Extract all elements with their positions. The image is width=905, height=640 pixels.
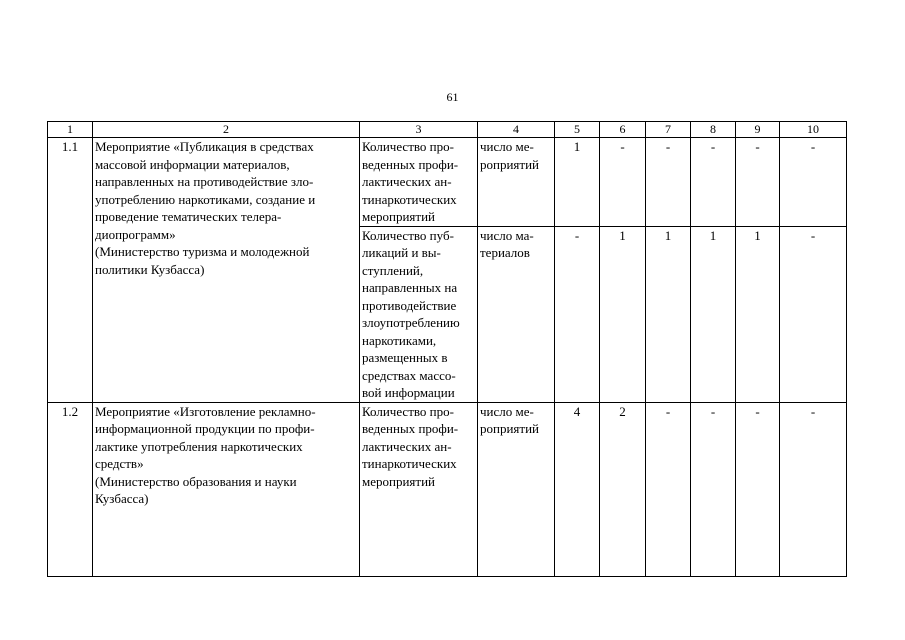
indicator-line: размещенных в — [362, 350, 448, 365]
header-cell: 1 — [48, 122, 93, 138]
header-row — [48, 122, 847, 138]
table-row — [48, 138, 847, 227]
measure-line: диопрограмм» — [95, 226, 176, 242]
header-cell: 2 — [93, 122, 360, 138]
value-cell: - — [780, 226, 847, 402]
value-cell: - — [780, 402, 847, 576]
indicator-line: веденных профи- — [362, 156, 459, 172]
value-cell: - — [646, 402, 691, 576]
indicator-name-cell — [360, 138, 478, 227]
indicator-line: мероприятий — [362, 473, 435, 489]
measure-line: массовой информации материалов, — [95, 156, 290, 172]
measure-line: проведение тематических телера- — [95, 209, 282, 224]
value-cell: 1 — [555, 138, 600, 227]
indicator-line: мероприятий — [362, 209, 435, 224]
value-cell: - — [600, 138, 646, 227]
value-cell: - — [691, 402, 736, 576]
indicator-line: Количество про- — [362, 139, 454, 154]
measure-line: средств» — [95, 456, 144, 471]
unit-line: роприятий — [480, 156, 539, 172]
indicator-name-cell — [360, 402, 478, 576]
indicator-line: лактических ан- — [362, 174, 452, 189]
indicator-name-cell — [360, 226, 478, 402]
value-cell: 1 — [646, 226, 691, 402]
indicator-line: лактических ан- — [362, 438, 452, 454]
header-cell: 3 — [360, 122, 478, 138]
value-cell: - — [646, 138, 691, 227]
value-cell: - — [555, 226, 600, 402]
row-id-cell: 1.2 — [48, 402, 93, 576]
unit-line: число ма- — [480, 227, 534, 243]
value-cell: - — [736, 138, 780, 227]
measure-line: информационной продукции по профи- — [95, 421, 315, 436]
data-table — [47, 121, 847, 577]
measure-line: (Министерство туризма и молодежной — [95, 244, 310, 259]
measure-line: лактике употребления наркотических — [95, 438, 303, 454]
indicator-line: ступлений, — [362, 262, 424, 278]
indicator-line: наркотиками, — [362, 332, 437, 348]
unit-cell — [478, 402, 555, 576]
value-cell: 1 — [691, 226, 736, 402]
measure-line: политики Кузбасса) — [95, 261, 205, 277]
page-number: 61 — [446, 90, 459, 104]
measure-line: направленных на противодействие зло- — [95, 174, 314, 189]
value-cell: 1 — [600, 226, 646, 402]
header-cell: 10 — [780, 122, 847, 138]
indicator-line: ликаций и вы- — [362, 245, 441, 260]
indicator-line: вой информации — [362, 385, 455, 400]
indicator-line: Количество пуб- — [362, 227, 454, 243]
indicator-line: тинаркотических — [362, 456, 457, 471]
measure-line: Кузбасса) — [95, 491, 149, 506]
header-cell: 4 — [478, 122, 555, 138]
value-cell: 2 — [600, 402, 646, 576]
unit-line: териалов — [480, 245, 530, 260]
unit-cell — [478, 226, 555, 402]
header-cell: 7 — [646, 122, 691, 138]
value-cell: - — [691, 138, 736, 227]
measure-line: Мероприятие «Изготовление рекламно- — [95, 403, 316, 419]
measure-line: Мероприятие «Публикация в средствах — [95, 139, 314, 154]
measure-line: употреблению наркотиками, создание и — [95, 191, 316, 207]
unit-line: роприятий — [480, 421, 539, 436]
indicator-line: веденных профи- — [362, 421, 459, 436]
indicator-line: Количество про- — [362, 403, 454, 419]
unit-line: число ме- — [480, 139, 534, 154]
header-cell: 9 — [736, 122, 780, 138]
indicator-line: направленных на — [362, 280, 458, 295]
indicator-line: злоупотреблению — [362, 315, 460, 330]
header-cell: 5 — [555, 122, 600, 138]
unit-line: число ме- — [480, 403, 534, 419]
measure-line: (Министерство образования и науки — [95, 473, 297, 489]
header-cell: 6 — [600, 122, 646, 138]
header-cell: 8 — [691, 122, 736, 138]
value-cell: - — [780, 138, 847, 227]
indicator-line: противодействие — [362, 297, 457, 313]
unit-cell — [478, 138, 555, 227]
value-cell: - — [736, 402, 780, 576]
measure-cell — [93, 402, 360, 576]
value-cell: 1 — [736, 226, 780, 402]
table-row — [48, 402, 847, 576]
row-id-cell: 1.1 — [48, 138, 93, 403]
indicator-line: средствах массо- — [362, 367, 456, 383]
indicator-line: тинаркотических — [362, 191, 457, 207]
value-cell: 4 — [555, 402, 600, 576]
measure-cell — [93, 138, 360, 403]
